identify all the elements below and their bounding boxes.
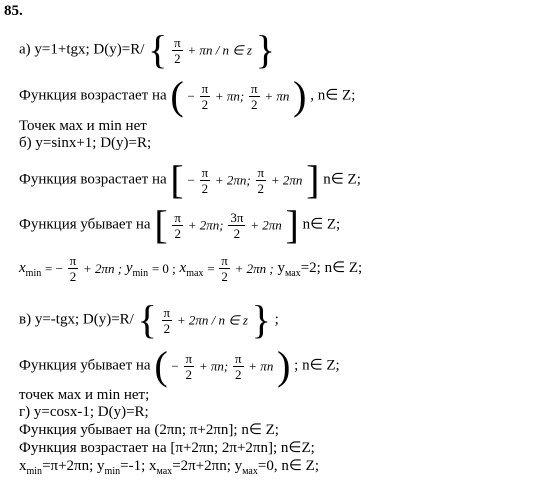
part-d-increasing: Функция возрастает на [π+2πn; 2π+2πn]; n∈Z; xyxy=(19,440,315,456)
fraction: $\frac{\pi}{2}$ xyxy=(163,304,171,336)
part-a-heading: а) y=1+tgx; D(y)=R/ { $\frac{\pi}{2}$ + πn / n ∈ z } xyxy=(19,27,275,72)
fraction: $\frac{\pi}{2}$ xyxy=(221,253,228,284)
close-paren: ) xyxy=(293,73,307,118)
open-bracket: [ xyxy=(170,157,184,202)
fraction: $\frac{\pi}{2}$ xyxy=(201,80,209,112)
right-brace: } xyxy=(251,297,271,342)
fraction: $\frac{\pi}{2}$ xyxy=(174,34,181,66)
left-brace: { xyxy=(148,27,168,72)
close-bracket: ] xyxy=(285,202,299,247)
part-d-decreasing: Функция убывает на (2πn; π+2πn]; n∈ Z; xyxy=(19,422,279,438)
part-d-heading: г) y=cosx-1; D(y)=R; xyxy=(19,404,149,420)
part-d-extrema: $x_{min}=\pi+2\pi n$; $y_{min}=-1$; $x_{мах}=2\pi+2\pi n$; $y_{мах}=0$, n∈ Z; xyxy=(19,458,319,477)
fraction: $\frac{\pi}{2}$ xyxy=(201,164,209,196)
open-paren: ( xyxy=(154,343,168,388)
problem-number: 85. xyxy=(4,3,23,19)
fraction: $\frac{\pi}{2}$ xyxy=(257,164,265,196)
right-brace: } xyxy=(255,27,275,72)
close-paren: ) xyxy=(277,343,291,388)
fraction: $\frac{\pi}{2}$ xyxy=(185,350,193,382)
part-c-heading: в) y=-tgx; D(y)=R/ { $\frac{\pi}{2}$ + 2πn / n ∈ z } ; xyxy=(19,297,279,342)
fraction: $\frac{\pi}{2}$ xyxy=(251,80,258,112)
part-a-no-extremum: Точек мах и min нет xyxy=(19,118,147,134)
fraction: $\frac{3\pi}{2}$ xyxy=(230,209,244,241)
open-paren: ( xyxy=(170,73,184,118)
part-a-increasing: Функция возрастает на ( − $\frac{\pi}{2}$ + πn; $\frac{\pi}{2}$ + πn ) , n∈ Z; xyxy=(19,73,356,118)
part-c-decreasing: Функция убывает на ( − $\frac{\pi}{2}$ + πn; $\frac{\pi}{2}$ + πn ) ; n∈ Z; xyxy=(19,343,340,388)
close-bracket: ] xyxy=(306,157,320,202)
part-b-decreasing: Функция убывает на [ $\frac{\pi}{2}$ + 2πn; $\frac{3\pi}{2}$ + 2πn ] n∈ Z; xyxy=(19,202,341,247)
part-b-heading: б) y=sinx+1; D(y)=R; xyxy=(19,135,152,151)
left-brace: { xyxy=(137,297,157,342)
part-b-extrema: $x_{min}$ = − $\frac{\pi}{2}$ + 2πn ; $y_{min} = 0$ ; $x_{max}$ = $\frac{\pi}{2}$ + 2πn ; $y_{мах}=2$; n∈ Z; xyxy=(19,253,363,284)
fraction: $\frac{\pi}{2}$ xyxy=(174,209,181,241)
open-bracket: [ xyxy=(154,202,168,247)
fraction: $\frac{\pi}{2}$ xyxy=(69,253,77,284)
part-b-increasing: Функция возрастает на [ − $\frac{\pi}{2}$ + 2πn; $\frac{\pi}{2}$ + 2πn ] n∈ Z; xyxy=(19,157,361,202)
part-c-no-extremum: точек мах и min нет; xyxy=(19,387,150,403)
fraction: $\frac{\pi}{2}$ xyxy=(234,350,242,382)
